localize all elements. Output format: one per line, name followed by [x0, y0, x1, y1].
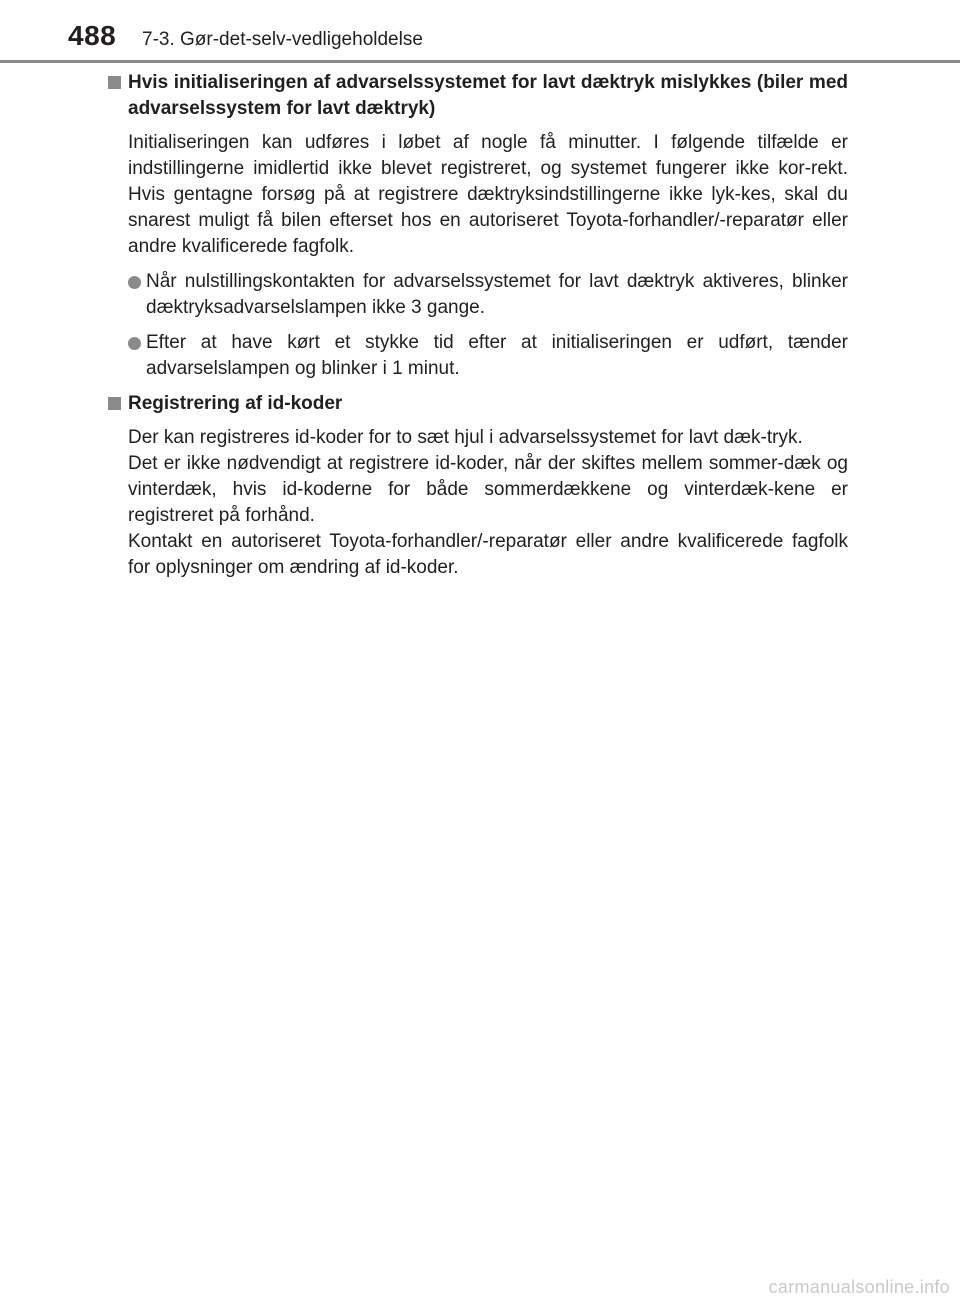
body-paragraph: Initialiseringen kan udføres i løbet af nogle få minutter. I følgende tilfælde er indstillingerne imidlertid ikke blevet registreret, og systemet fungerer ikke kor-rekt. Hvis gentagne forsøg på at registrere dæktryksindstillingerne ikke lyk-kes, skal du snarest muligt få bilen efterset hos en autoriseret Toyota-forhandler/-reparatør eller andre kvalificerede fagfolk. [128, 132, 848, 257]
section-heading [108, 391, 848, 417]
circle-bullet-icon [128, 337, 141, 350]
section-id-code-registration [108, 391, 848, 581]
paragraph-line: Det er ikke nødvendigt at registrere id-koder, når der skiftes mellem sommer-dæk og vinterdæk, hvis id-koderne for både sommerdækkene og vinterdæk-kene er registreret på forhånd. [128, 453, 848, 526]
square-bullet-icon [108, 76, 121, 89]
list-item-text: Efter at have kørt et stykke tid efter at initialiseringen er udført, tænder advarselslampen og blinker i 1 minut. [146, 332, 848, 379]
section-heading [108, 70, 848, 122]
section-initialization-failure [108, 70, 848, 382]
document-body [108, 70, 848, 581]
watermark: carmanualsonline.info [768, 1277, 950, 1297]
section-heading-text: Hvis initialiseringen af advarselssystemet for lavt dæktryk mislykkes (biler med advarselssystem for lavt dæktryk) [128, 72, 848, 119]
list-item [128, 330, 848, 382]
circle-bullet-icon [128, 276, 141, 289]
paragraph-line: Der kan registreres id-koder for to sæt hjul i advarselssystemet for lavt dæk-tryk. [128, 427, 803, 448]
page-number: 488 [68, 20, 117, 51]
list-item-text: Når nulstillingskontakten for advarselssystemet for lavt dæktryk aktiveres, blinker dæktryksadvarselslampen ikke 3 gange. [146, 271, 848, 318]
section-heading-text: Registrering af id-koder [128, 393, 343, 414]
list-item [128, 269, 848, 321]
section-title: 7-3. Gør-det-selv-vedligeholdelse [142, 29, 423, 50]
square-bullet-icon [108, 397, 121, 410]
paragraph-line: Kontakt en autoriseret Toyota-forhandler/-reparatør eller andre kvalificerede fagfolk for oplysninger om ændring af id-koder. [128, 531, 848, 578]
body-paragraph [128, 425, 848, 581]
header-divider [0, 60, 960, 63]
page-header [0, 0, 960, 64]
